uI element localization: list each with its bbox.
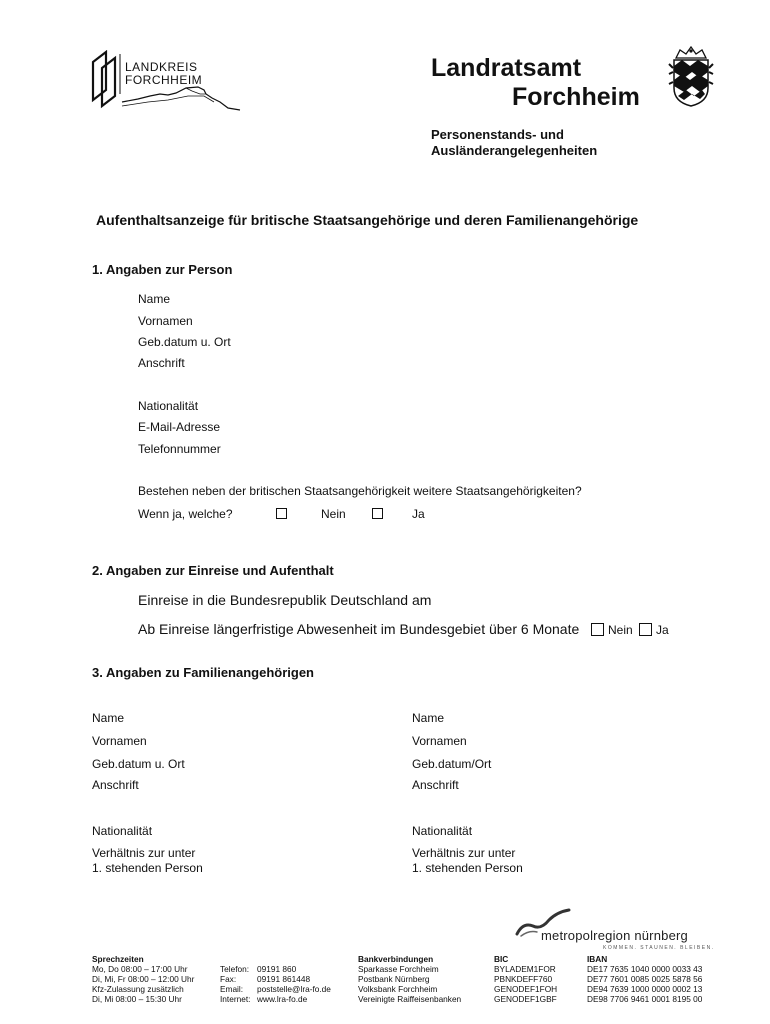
- authority-title-line-2: Forchheim: [512, 83, 640, 111]
- question-which: Wenn ja, welche?: [138, 507, 233, 521]
- metropolregion-logo: [515, 908, 720, 953]
- bavarian-coat-of-arms: [668, 44, 714, 108]
- family-right-relation-2: 1. stehenden Person: [412, 861, 523, 875]
- footer-iban-number: DE17 7635 1040 0000 0033 43: [587, 964, 703, 974]
- checkbox-nein-1[interactable]: [276, 508, 287, 519]
- field-telefon: Telefonnummer: [138, 442, 221, 456]
- department-line-1: Personenstands- und: [431, 127, 564, 142]
- label-nein-1: Nein: [321, 507, 346, 521]
- footer-contact-values: [257, 964, 331, 1004]
- footer-banks: [358, 954, 461, 1004]
- footer-bic-heading: BIC: [494, 954, 509, 964]
- footer-phone: 09191 860: [257, 964, 297, 974]
- coat-of-arms-icon: [668, 44, 714, 108]
- family-left-anschrift: Anschrift: [92, 778, 139, 792]
- footer-contact-labels: [220, 964, 250, 1004]
- family-left-relation-1: Verhältnis zur unter: [92, 846, 196, 860]
- footer-iban-number: DE94 7639 1000 0000 0002 13: [587, 984, 703, 994]
- family-right-vornamen: Vornamen: [412, 734, 467, 748]
- family-left-name: Name: [92, 711, 125, 725]
- footer-hours-line: Kfz-Zulassung zusätzlich: [92, 984, 184, 994]
- family-left-relation-2: 1. stehenden Person: [92, 861, 203, 875]
- field-geb-datum: Geb.datum u. Ort: [138, 335, 231, 349]
- entry-date-label: Einreise in die Bundesrepublik Deutschland am: [138, 592, 432, 608]
- family-left-vornamen: Vornamen: [92, 734, 147, 748]
- footer-bic-code: BYLADEM1FOR: [494, 964, 556, 974]
- footer-bank-name: Sparkasse Forchheim: [358, 964, 439, 974]
- footer-iban: [587, 954, 702, 1004]
- label-ja-2: Ja: [656, 623, 669, 637]
- logo-line-1: LANDKREIS: [125, 60, 198, 74]
- footer-fax: 09191 861448: [257, 974, 311, 984]
- footer-email-link[interactable]: poststelle@lra-fo.de: [257, 984, 331, 994]
- footer-banks-heading: Bankverbindungen: [358, 954, 434, 964]
- footer-bic: [494, 954, 557, 1004]
- footer-bic-code: GENODEF1FOH: [494, 984, 558, 994]
- field-nationalitaet: Nationalität: [138, 399, 199, 413]
- metropolregion-name: metropolregion nürnberg: [541, 928, 688, 943]
- field-vornamen: Vornamen: [138, 314, 193, 328]
- checkbox-nein-2[interactable]: [591, 623, 604, 636]
- footer-hours-line: Di, Mi, Fr 08:00 – 12:00 Uhr: [92, 974, 195, 984]
- footer-hours-line: Mo, Do 08:00 – 17:00 Uhr: [92, 964, 188, 974]
- family-right-anschrift: Anschrift: [412, 778, 459, 792]
- logo-line-2: FORCHHEIM: [125, 73, 203, 87]
- document-title: Aufenthaltsanzeige für britische Staatsangehörige und deren Familienangehörige: [96, 212, 639, 228]
- footer-iban-number: DE77 7601 0085 0025 5878 56: [587, 974, 703, 984]
- footer-website-link[interactable]: www.lra-fo.de: [257, 994, 308, 1004]
- footer-contact-label: Telefon:: [220, 964, 250, 974]
- metropolregion-tagline: KOMMEN. STAUNEN. BLEIBEN.: [603, 945, 715, 951]
- section-1-heading: 1. Angaben zur Person: [92, 262, 233, 277]
- footer-iban-heading: IBAN: [587, 954, 608, 964]
- department-line-2: Ausländerangelegenheiten: [431, 143, 598, 158]
- family-right-geb: Geb.datum/Ort: [412, 757, 492, 771]
- field-name: Name: [138, 292, 171, 306]
- footer-hours: [92, 954, 194, 1004]
- footer-bank-name: Vereinigte Raiffeisenbanken: [358, 994, 462, 1004]
- field-anschrift: Anschrift: [138, 356, 185, 370]
- family-right-name: Name: [412, 711, 445, 725]
- footer-iban-number: DE98 7706 9461 0001 8195 00: [587, 994, 703, 1004]
- family-right-nationalitaet: Nationalität: [412, 824, 473, 838]
- family-left-geb: Geb.datum u. Ort: [92, 757, 185, 771]
- footer-bank-name: Postbank Nürnberg: [358, 974, 430, 984]
- section-2-heading: 2. Angaben zur Einreise und Aufenthalt: [92, 563, 334, 578]
- section-3-heading: 3. Angaben zu Familienangehörigen: [92, 665, 314, 680]
- field-email: E-Mail-Adresse: [138, 420, 221, 434]
- footer-contact-label: Internet:: [220, 994, 251, 1004]
- checkbox-ja-1[interactable]: [372, 508, 383, 519]
- footer-contact-label: Email:: [220, 984, 244, 994]
- footer-bic-code: GENODEF1GBF: [494, 994, 557, 1004]
- absence-label: Ab Einreise längerfristige Abwesenheit im Bundesgebiet über 6 Monate: [138, 621, 580, 637]
- footer-bank-name: Volksbank Forchheim: [358, 984, 438, 994]
- family-left-nationalitaet: Nationalität: [92, 824, 153, 838]
- question-other-citizenship: Bestehen neben der britischen Staatsangehörigkeit weitere Staatsangehörigkeiten?: [138, 484, 582, 498]
- footer-contact-label: Fax:: [220, 974, 237, 984]
- footer-hours-line: Di, Mi 08:00 – 15:30 Uhr: [92, 994, 182, 1004]
- checkbox-ja-2[interactable]: [639, 623, 652, 636]
- footer-hours-heading: Sprechzeiten: [92, 954, 144, 964]
- label-ja-1: Ja: [412, 507, 425, 521]
- authority-title-line-1: Landratsamt: [431, 54, 582, 82]
- footer-bic-code: PBNKDEFF760: [494, 974, 553, 984]
- label-nein-2: Nein: [608, 623, 633, 637]
- family-right-relation-1: Verhältnis zur unter: [412, 846, 516, 860]
